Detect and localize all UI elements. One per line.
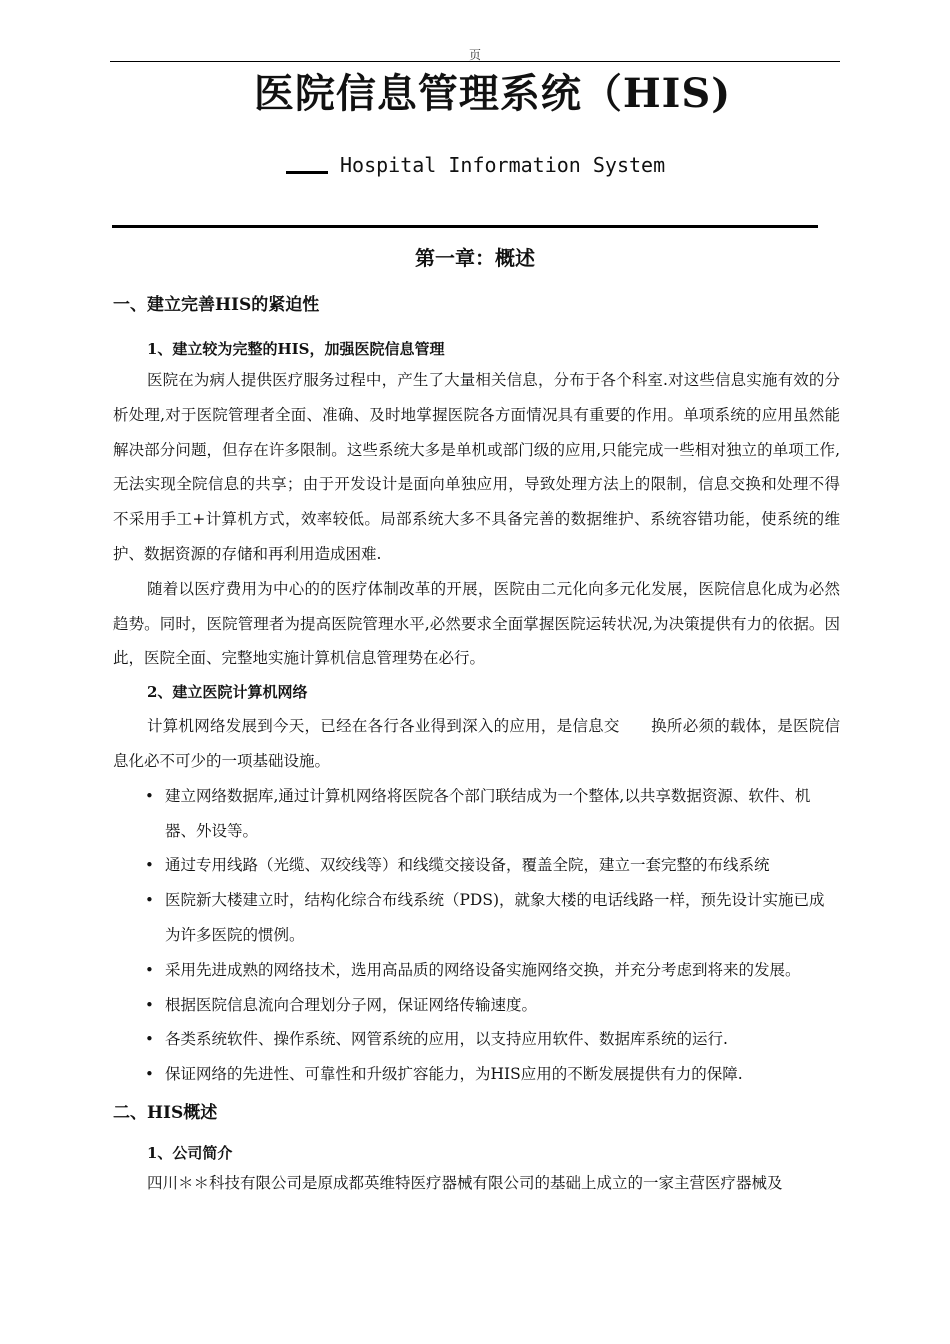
- paragraph: 医院在为病人提供医疗服务过程中，产生了大量相关信息，分布于各个科室.对这些信息实施有效的分析处理,对于医院管理者全面、准确、及时地掌握医院各方面情况具有重要的作用。单项系统的应用虽然能解决部分问题，但存在许多限制。这些系统大多是单机或部门级的应用,只能完成一些相对独立的单项工作,无法实现全院信息的共享；由于开发设计是面向单独应用，导致处理方法上的限制，信息交换和处理不得不采用手工+计算机方式，效率较低。局部系统大多不具备完善的数据维护、系统容错功能，使系统的维护、数据资源的存储和再利用造成困难.: [113, 371, 840, 563]
- header-rule: [110, 61, 840, 62]
- document-title: 医院信息管理系统（HIS): [253, 70, 732, 117]
- list-item-text: 通过专用线路（光缆、双绞线等）和线缆交接设备，覆盖全院，建立一套完整的布线系统: [165, 856, 770, 875]
- subsection-heading-2-1: 1、公司简介: [147, 1143, 233, 1162]
- bullet-icon: •: [145, 891, 154, 910]
- subsection-heading-1-2: 2、建立医院计算机网络: [147, 683, 308, 702]
- subtitle-dash: [286, 171, 328, 174]
- title-rule: [112, 225, 818, 228]
- list-item-text: 各类系统软件、操作系统、网管系统的应用，以支持应用软件、数据库系统的运行.: [165, 1030, 728, 1049]
- section-heading-1: 一、建立完善HIS的紧迫性: [113, 295, 320, 315]
- paragraph: 随着以医疗费用为中心的的医疗体制改革的开展，医院由二元化向多元化发展，医院信息化成为必然趋势。同时，医院管理者为提高医院管理水平,必然要求全面掌握医院运转状况,为决策提供有力的依据。因此，医院全面、完整地实施计算机信息管理势在必行。: [113, 579, 840, 668]
- section-heading-2: 二、HIS概述: [113, 1102, 218, 1123]
- list-item: [113, 953, 840, 988]
- bullet-icon: •: [145, 1065, 154, 1084]
- bullet-icon: •: [145, 995, 154, 1014]
- list-item-text: 根据医院信息流向合理划分子网，保证网络传输速度。: [165, 995, 538, 1014]
- bullet-list: [113, 779, 840, 1092]
- list-item: [113, 1057, 840, 1092]
- list-item: [113, 779, 840, 849]
- subtitle-row: [286, 150, 665, 180]
- list-item: [113, 848, 840, 883]
- list-item-text: 采用先进成熟的网络技术，选用高品质的网络设备实施网络交换，并充分考虑到将来的发展。: [165, 960, 801, 979]
- subtitle: Hospital Information System: [340, 153, 666, 177]
- list-item-text: 医院新大楼建立时，结构化综合布线系统（PDS)，就象大楼的电话线路一样，预先设计实施已成为许多医院的惯例。: [165, 891, 825, 944]
- chapter-title: 第一章：概述: [415, 246, 535, 270]
- paragraph: 计算机网络发展到今天，已经在各行各业得到深入的应用，是信息交 换所必须的载体，是医院信息化必不可少的一项基础设施。: [113, 717, 840, 770]
- bullet-icon: •: [145, 1030, 154, 1049]
- list-item: [113, 988, 840, 1023]
- list-item-text: 建立网络数据库,通过计算机网络将医院各个部门联结成为一个整体,以共享数据资源、软件、机器、外设等。: [165, 786, 811, 840]
- list-item-text: 保证网络的先进性、可靠性和升级扩容能力，为HIS应用的不断发展提供有力的保障.: [165, 1065, 743, 1084]
- page-header: 页: [468, 48, 481, 62]
- bullet-icon: •: [145, 786, 154, 805]
- list-item: [113, 1022, 840, 1057]
- list-item: [113, 883, 840, 953]
- subsection-heading-1-1: 1、建立较为完整的HIS，加强医院信息管理: [147, 340, 445, 358]
- paragraph: 四川＊＊科技有限公司是原成都英维特医疗器械有限公司的基础上成立的一家主营医疗器械及: [147, 1173, 783, 1192]
- document-body: [113, 290, 840, 1201]
- bullet-icon: •: [145, 856, 154, 875]
- bullet-icon: •: [145, 960, 154, 979]
